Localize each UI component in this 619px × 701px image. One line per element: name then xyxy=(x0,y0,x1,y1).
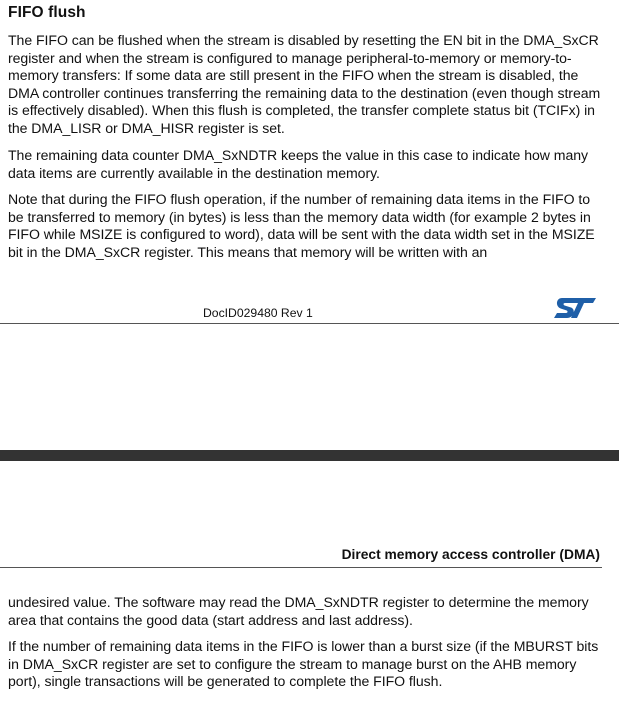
paragraph-burst-size-note: If the number of remaining data items in the FIFO is lower than a burst size (if the MBURST bits in DMA_SxCR register are set to configure the stream to manage burst on the AHB memory port), single transactions will be generated to complete the FIFO flush. xyxy=(8,638,599,690)
paragraph-flush-note: Note that during the FIFO flush operation, if the number of remaining data items in the FIFO to be transferred to memory (in bytes) is less than the memory data width (for example 2 bytes in FIFO while MSIZE is configured to word), data will be sent with the data width set in the MSIZE bit in the DMA_SxCR register. This means that memory will be written with an xyxy=(8,191,595,260)
header-divider xyxy=(0,567,602,568)
document-page-top xyxy=(0,0,619,325)
footer-document-id: DocID029480 Rev 1 xyxy=(203,306,313,320)
paragraph-fifo-flush-description: The FIFO can be flushed when the stream is disabled by resetting the EN bit in the DMA_SxCR register and when the stream is configured to manage peripheral-to-memory or memory-to-memory transfers: If some data are still present in the FIFO when the stream is disabled, the DMA controller continues transferring the remaining data to the destination (even though stream is effectively disabled). When this flush is completed, the transfer complete status bit (TCIFx) in the DMA_LISR or DMA_HISR register is set. xyxy=(8,32,601,136)
paragraph-continued-undesired-value: undesired value. The software may read the DMA_SxNDTR register to determine the memory area that contains the good data (start address and last address). xyxy=(8,594,589,628)
paragraph-remaining-data-counter: The remaining data counter DMA_SxNDTR keeps the value in this case to indicate how many data items are currently available in the destination memory. xyxy=(8,147,589,181)
running-header-title: Direct memory access controller (DMA) xyxy=(341,547,600,562)
st-logo-icon xyxy=(553,296,597,320)
section-title: FIFO flush xyxy=(8,4,86,21)
footer-divider xyxy=(0,323,619,324)
page-break-bar xyxy=(0,450,619,461)
